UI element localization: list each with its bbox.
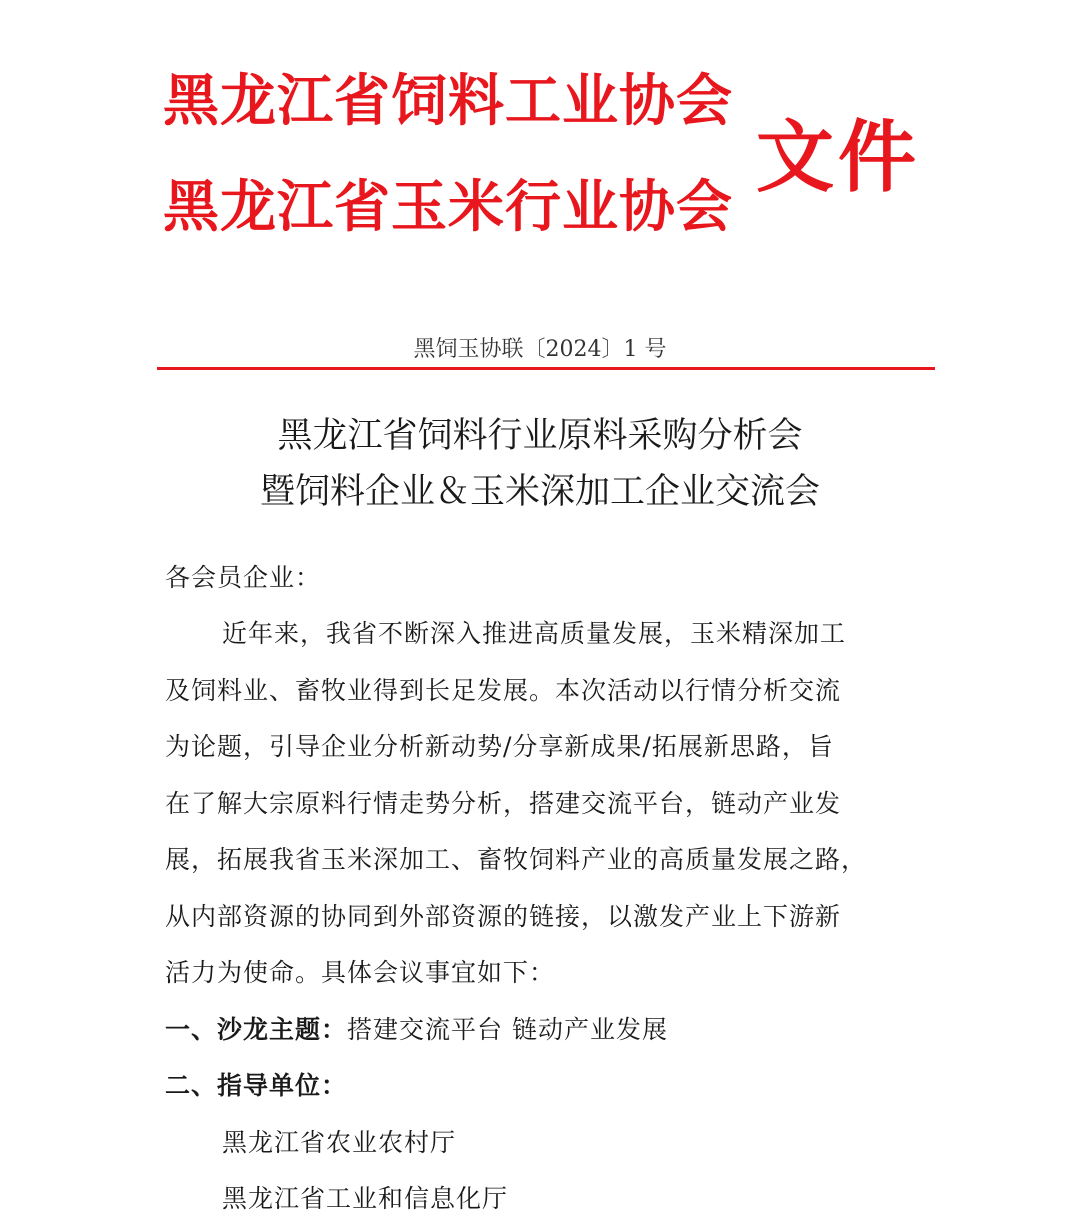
guiding-unit-item: 黑龙江省工业和信息化厅 bbox=[222, 1184, 509, 1213]
document-type-label: 文件 bbox=[756, 113, 921, 203]
paragraph-line: 展，拓展我省玉米深加工、畜牧饲料产业的高质量发展之路， bbox=[165, 845, 868, 874]
salutation: 各会员企业： bbox=[165, 563, 322, 592]
section-theme-heading: 一、沙龙主题： bbox=[165, 1015, 348, 1044]
paragraph-line: 为论题，引导企业分析新动势/分享新成果/拓展新思路，旨 bbox=[165, 732, 834, 761]
issuing-org-corn-association: 黑龙江省玉米行业协会 bbox=[163, 175, 733, 240]
section-guiding-units bbox=[165, 1070, 347, 1102]
paragraph-line: 在了解大宗原料行情走势分析，搭建交流平台，链动产业发 bbox=[165, 789, 842, 818]
paragraph-line: 从内部资源的协同到外部资源的链接，以激发产业上下游新 bbox=[165, 902, 842, 931]
section-guiding-units-heading: 二、指导单位： bbox=[165, 1071, 348, 1100]
issuing-org-feed-association: 黑龙江省饲料工业协会 bbox=[163, 69, 733, 134]
document-title-line-2: 暨饲料企业＆玉米深加工企业交流会 bbox=[259, 472, 820, 512]
paragraph-line: 近年来，我省不断深入推进高质量发展，玉米精深加工 bbox=[222, 619, 847, 648]
red-divider-line bbox=[157, 367, 935, 370]
document-title-line-1: 黑龙江省饲料行业原料采购分析会 bbox=[277, 416, 803, 456]
paragraph-line: 及饲料业、畜牧业得到长足发展。本次活动以行情分析交流 bbox=[165, 676, 842, 705]
paragraph-line: 活力为使命。具体会议事宜如下： bbox=[165, 958, 556, 987]
section-theme-text: 搭建交流平台 链动产业发展 bbox=[347, 1015, 668, 1044]
document-number: 黑饲玉协联〔2024〕1 号 bbox=[413, 337, 667, 362]
guiding-unit-item: 黑龙江省农业农村厅 bbox=[222, 1128, 457, 1157]
section-theme bbox=[165, 1014, 668, 1046]
